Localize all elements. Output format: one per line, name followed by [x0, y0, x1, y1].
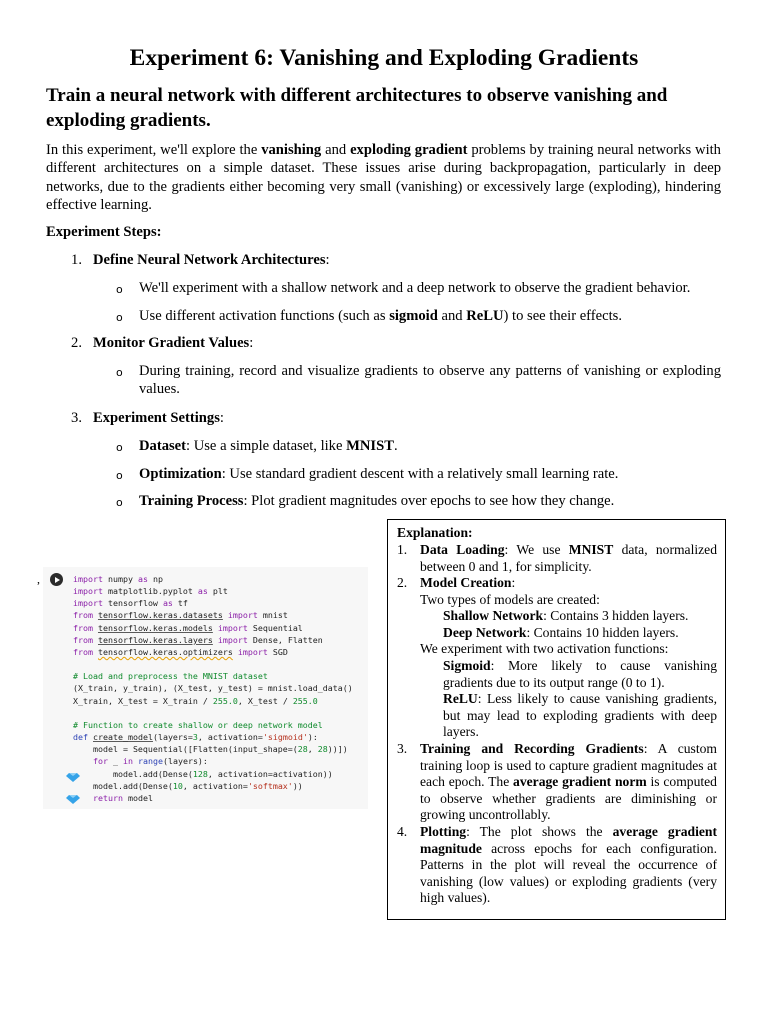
step-title — [93, 409, 224, 427]
explanation-item — [420, 824, 717, 907]
code-line: import tensorflow as tf — [73, 598, 188, 609]
explanation-text: We experiment with two activation functions: — [420, 641, 669, 656]
step-label: Experiment Settings — [93, 410, 220, 426]
bullet-icon: o — [116, 283, 123, 296]
explanation-number: 1. — [397, 542, 408, 557]
bullet-icon: o — [116, 366, 123, 379]
bullet-text: . — [393, 438, 398, 454]
bullet-label: Dataset — [139, 438, 187, 454]
step-label: Define Neural Network Architectures — [93, 252, 326, 268]
page-title: Experiment 6: Vanishing and Exploding Gradients — [129, 45, 639, 71]
explanation-number: 2. — [397, 575, 408, 590]
step-number: 2. — [71, 335, 82, 351]
steps-heading: Experiment Steps: — [46, 224, 162, 240]
step-colon: : — [219, 410, 224, 426]
code-line: (X_train, y_train), (X_test, y_test) = mnist.load_data() — [73, 683, 353, 694]
explanation-subitem — [443, 608, 688, 625]
code-comment: # Load and preprocess the MNIST dataset — [73, 671, 268, 682]
code-line: from tensorflow.keras.optimizers import SGD — [73, 646, 288, 657]
step-bullet — [139, 307, 622, 325]
intro-text: problems by training neural networks with different architectures on a simple dataset. These issues arise during backpropagation, particularly in deep networks, due to the gradients either becoming very small (vanishing) or excessively large (exploding), hindering effective learning. — [46, 142, 721, 213]
code-line: X_train, X_test = X_train / 255.0, X_test / 255.0 — [73, 695, 318, 706]
bullet-icon: o — [116, 311, 123, 324]
bullet-icon: o — [116, 441, 123, 454]
item-text: across epochs for each configuration. Patterns in the plot will reveal the occurrence of vanishing (low values) or exploding gradients (very high values). — [420, 840, 717, 906]
subitem-label: Shallow Network — [443, 608, 544, 623]
intro-text: and — [321, 142, 351, 158]
subitem-label: ReLU — [443, 691, 478, 706]
bullet-icon: o — [116, 469, 123, 482]
explanation-item — [420, 575, 515, 592]
code-line: for _ in range(layers): — [92, 756, 208, 767]
explanation-item — [420, 542, 717, 575]
subitem-text: : Less likely to cause vanishing gradients, but may lead to exploding gradients with deep layers. — [443, 691, 717, 740]
step-colon: : — [249, 335, 254, 351]
item-text: data, normalized between 0 and 1, for simplicity. — [420, 542, 717, 574]
code-line: from tensorflow.keras.models import Sequential — [73, 622, 303, 633]
subitem-text: : More likely to cause vanishing gradients due to its output range (0 to 1). — [443, 658, 717, 690]
item-text: : A custom training loop is used to capture gradient magnitudes at each epoch. The — [420, 741, 717, 790]
bullet-text: : Use a simple dataset, like — [186, 438, 347, 454]
explanation-item — [420, 741, 717, 824]
subitem-text: : Contains 10 hidden layers. — [526, 625, 679, 640]
explanation-number: 3. — [397, 741, 408, 756]
subitem-text: : Contains 3 hidden layers. — [543, 608, 689, 623]
item-label: Data Loading — [420, 542, 505, 557]
bullet-text: Use different activation functions (such as — [139, 308, 390, 324]
explanation-subitem — [443, 625, 679, 642]
item-colon: : — [511, 575, 516, 590]
item-text: is computed to observe whether gradients are diminishing or growing uncontrollably. — [420, 774, 717, 823]
step-colon: : — [325, 252, 330, 268]
code-line: from tensorflow.keras.datasets import mnist — [73, 610, 288, 621]
intro-paragraph — [46, 141, 721, 214]
explanation-subitem — [443, 691, 717, 741]
code-line: model.add(Dense(10, activation='softmax')) — [73, 780, 303, 791]
item-text: : The plot shows the — [466, 824, 613, 839]
item-label: Model Creation — [420, 575, 512, 590]
code-line: import matplotlib.pyplot as plt — [73, 586, 228, 597]
item-bold: average gradient norm — [513, 774, 647, 790]
bullet-text: ) to see their effects. — [503, 308, 622, 324]
code-comment: # Function to create shallow or deep network model — [73, 719, 323, 730]
step-bullet — [139, 492, 614, 510]
bullet-label: Optimization — [139, 466, 222, 482]
intro-bold: vanishing — [261, 142, 322, 158]
bullet-text: and — [437, 308, 467, 324]
bullet-bold: MNIST — [346, 438, 394, 454]
step-bullet: During training, record and visualize gradients to observe any patterns of vanishing or exploding values. — [139, 363, 721, 398]
step-number: 1. — [71, 252, 82, 268]
item-bold: MNIST — [568, 542, 614, 557]
intro-text: In this experiment, we'll explore the — [46, 142, 262, 158]
explanation-subitem — [443, 658, 717, 691]
code-line: from tensorflow.keras.layers import Dense, Flatten — [73, 634, 323, 645]
bullet-text: : Use standard gradient descent with a relatively small learning rate. — [221, 466, 619, 482]
code-line: return model — [92, 792, 153, 803]
item-text: : We use — [504, 542, 569, 557]
step-bullet — [139, 465, 618, 483]
explanation-heading: Explanation: — [397, 525, 473, 540]
code-line: import numpy as np — [73, 574, 163, 584]
bullet-bold: ReLU — [466, 308, 504, 324]
subitem-label: Deep Network — [443, 625, 527, 640]
explanation-text: Two types of models are created: — [420, 592, 600, 607]
item-bold: average gradient magnitude — [420, 824, 717, 856]
bullet-label: Training Process — [139, 493, 244, 509]
bullet-bold: sigmoid — [389, 308, 438, 324]
step-title — [93, 251, 330, 269]
subitem-label: Sigmoid — [443, 658, 491, 673]
bullet-icon: o — [116, 496, 123, 509]
step-bullet — [139, 437, 398, 455]
code-line: model.add(Dense(128, activation=activation)) — [73, 768, 333, 779]
page-subtitle: Train a neural network with different architectures to observe vanishing and exploding gradients. — [46, 85, 668, 131]
intro-bold: exploding gradient — [350, 142, 468, 158]
bullet-text: : Plot gradient magnitudes over epochs to see how they change. — [243, 493, 615, 509]
code-line: def create_model(layers=3, activation='sigmoid'): — [73, 732, 318, 743]
code-block — [73, 573, 353, 804]
item-label: Training and Recording Gradients — [420, 741, 644, 756]
step-label: Monitor Gradient Values — [93, 335, 250, 351]
step-number: 3. — [71, 410, 82, 426]
cell-marker: , — [37, 572, 40, 586]
step-bullet: We'll experiment with a shallow network and a deep network to observe the gradient behavior. — [139, 280, 691, 296]
code-line: model = Sequential([Flatten(input_shape=(28, 28))]) — [73, 744, 348, 755]
run-cell-button[interactable] — [50, 573, 63, 586]
step-title — [93, 334, 253, 352]
explanation-number: 4. — [397, 824, 408, 839]
item-label: Plotting — [420, 824, 467, 839]
